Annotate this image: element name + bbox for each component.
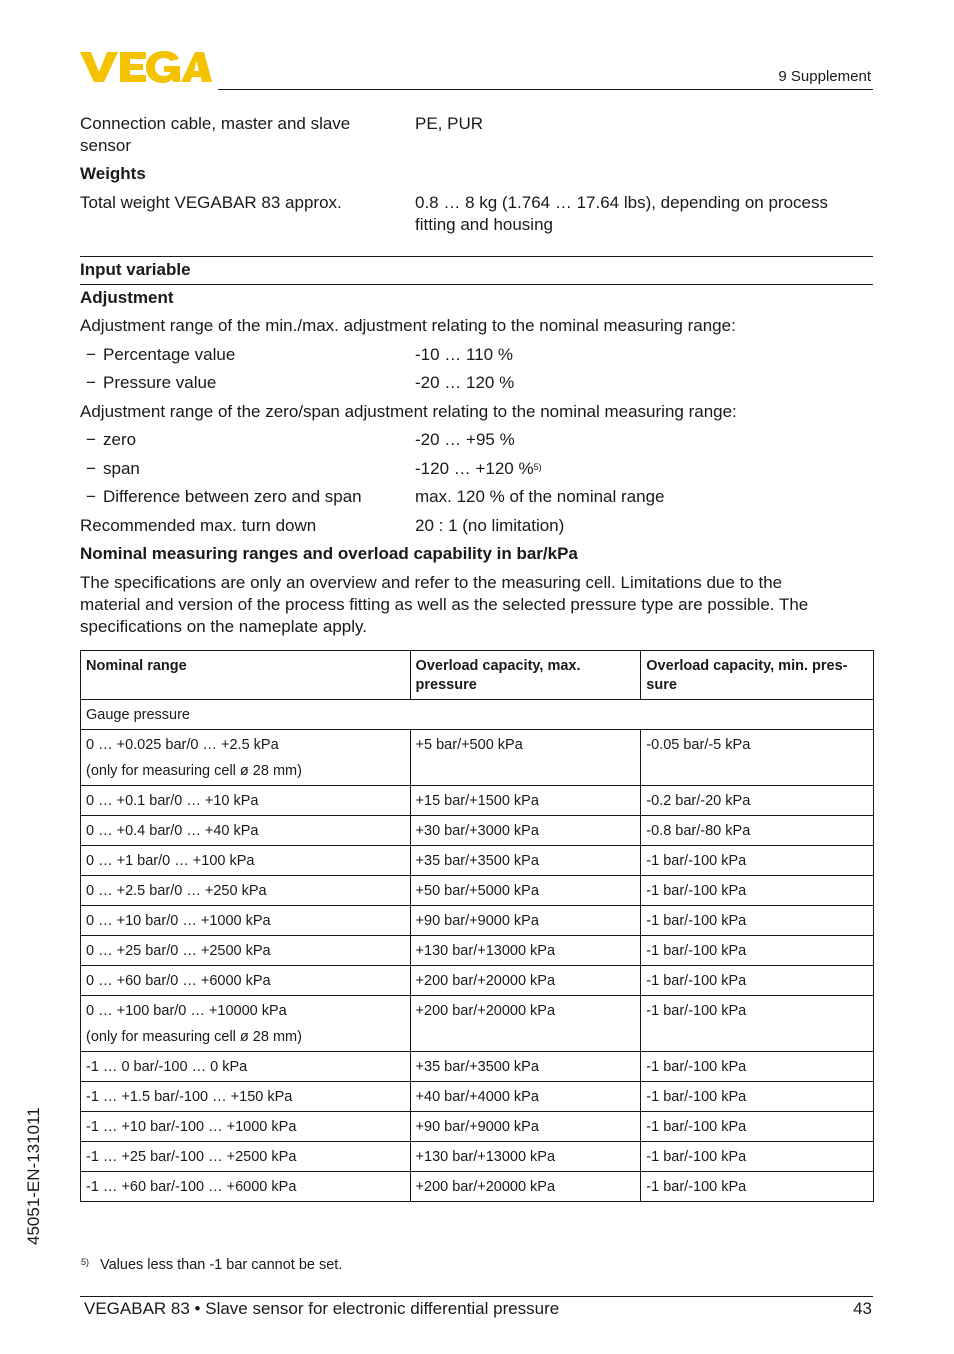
- range-note: (only for measuring cell ø 28 mm): [86, 1029, 302, 1045]
- cell-max-pressure: +15 bar/+1500 kPa: [410, 786, 641, 816]
- range-text: -1 … +60 bar/-100 … +6000 kPa: [86, 1179, 297, 1195]
- span-label: span: [103, 459, 140, 478]
- input-variable-heading: Input variable: [80, 260, 191, 279]
- percentage-label: Percentage value: [103, 345, 236, 364]
- weight-label: Total weight VEGABAR 83 approx.: [80, 193, 342, 212]
- turndown-label: Recommended max. turn down: [80, 516, 317, 535]
- cell-min-pressure: -1 bar/-100 kPa: [641, 1142, 874, 1172]
- zero-value: -20 … +95 %: [415, 430, 515, 449]
- cell-max-pressure: +90 bar/+9000 kPa: [410, 1112, 641, 1142]
- group-row: [81, 700, 874, 730]
- table-row: [81, 1112, 874, 1142]
- ranges-table: [80, 650, 874, 1202]
- cell-max-pressure: +130 bar/+13000 kPa: [410, 936, 641, 966]
- cell-max-pressure: +50 bar/+5000 kPa: [410, 876, 641, 906]
- cell-max-pressure: +30 bar/+3000 kPa: [410, 816, 641, 846]
- table-row: [81, 936, 874, 966]
- cell-min-pressure: -1 bar/-100 kPa: [641, 966, 874, 996]
- cell-nominal-range: [81, 966, 411, 996]
- cell-nominal-range: [81, 1052, 411, 1082]
- cell-min-pressure: -0.05 bar/-5 kPa: [641, 730, 874, 786]
- cell-min-pressure: -1 bar/-100 kPa: [641, 936, 874, 966]
- cell-nominal-range: [81, 1142, 411, 1172]
- range-text: 0 … +0.025 bar/0 … +2.5 kPa: [86, 737, 279, 753]
- col-header-max: Overload capacity, max. pressure: [410, 651, 641, 700]
- range-text: 0 … +25 bar/0 … +2500 kPa: [86, 943, 271, 959]
- ranges-heading: Nominal measuring ranges and overload capability in bar/kPa: [80, 544, 578, 563]
- cell-min-pressure: -0.2 bar/-20 kPa: [641, 786, 874, 816]
- cell-min-pressure: -1 bar/-100 kPa: [641, 1052, 874, 1082]
- cell-max-pressure: +200 bar/+20000 kPa: [410, 996, 641, 1052]
- range-text: -1 … 0 bar/-100 … 0 kPa: [86, 1059, 248, 1075]
- range-text: 0 … +0.1 bar/0 … +10 kPa: [86, 793, 259, 809]
- range-text: 0 … +10 bar/0 … +1000 kPa: [86, 913, 271, 929]
- cable-label: Connection cable, master and slave sensor: [80, 114, 351, 155]
- dash-bullet: −: [86, 430, 96, 449]
- section-label: 9 Supplement: [778, 68, 871, 85]
- turndown-value: 20 : 1 (no limitation): [415, 516, 565, 535]
- cell-min-pressure: -0.8 bar/-80 kPa: [641, 816, 874, 846]
- zerospan-intro: Adjustment range of the zero/span adjustment relating to the nominal measuring range:: [80, 402, 737, 421]
- header-rule: [218, 89, 873, 90]
- cell-nominal-range: [81, 936, 411, 966]
- footnote-mark: 5): [81, 1257, 90, 1267]
- footnote-text: Values less than -1 bar cannot be set.: [100, 1257, 343, 1273]
- pressure-label: Pressure value: [103, 373, 217, 392]
- span-value: -120 … +120 %$^{5)}$: [415, 459, 542, 478]
- cell-min-pressure: -1 bar/-100 kPa: [641, 996, 874, 1052]
- cell-max-pressure: +200 bar/+20000 kPa: [410, 966, 641, 996]
- dash-bullet: −: [86, 345, 96, 364]
- range-text: -1 … +1.5 bar/-100 … +150 kPa: [86, 1089, 293, 1105]
- cell-nominal-range: [81, 786, 411, 816]
- cell-min-pressure: -1 bar/-100 kPa: [641, 846, 874, 876]
- table-row: [81, 846, 874, 876]
- weights-heading: Weights: [80, 164, 146, 183]
- cable-value: PE, PUR: [415, 114, 484, 133]
- range-text: -1 … +10 bar/-100 … +1000 kPa: [86, 1119, 297, 1135]
- table-row: [81, 876, 874, 906]
- cell-max-pressure: +35 bar/+3500 kPa: [410, 1052, 641, 1082]
- table-row: [81, 996, 874, 1052]
- range-text: 0 … +1 bar/0 … +100 kPa: [86, 853, 255, 869]
- diff-value: max. 120 % of the nominal range: [415, 487, 665, 506]
- cell-min-pressure: -1 bar/-100 kPa: [641, 1112, 874, 1142]
- group-label: Gauge pressure: [81, 700, 874, 730]
- range-text: 0 … +2.5 bar/0 … +250 kPa: [86, 883, 267, 899]
- cell-nominal-range: [81, 846, 411, 876]
- cell-min-pressure: -1 bar/-100 kPa: [641, 906, 874, 936]
- zero-label: zero: [103, 430, 137, 449]
- cell-nominal-range: [81, 730, 411, 786]
- range-text: 0 … +0.4 bar/0 … +40 kPa: [86, 823, 259, 839]
- cell-max-pressure: +130 bar/+13000 kPa: [410, 1142, 641, 1172]
- dash-bullet: −: [86, 459, 96, 478]
- table-row: [81, 966, 874, 996]
- cell-nominal-range: [81, 1082, 411, 1112]
- pressure-value: -20 … 120 %: [415, 373, 515, 392]
- table-row: [81, 906, 874, 936]
- cell-nominal-range: [81, 1172, 411, 1202]
- cell-max-pressure: +35 bar/+3500 kPa: [410, 846, 641, 876]
- document-code: 45051-EN-131011: [24, 1107, 43, 1245]
- vega-logo: [80, 50, 212, 84]
- cell-min-pressure: -1 bar/-100 kPa: [641, 1082, 874, 1112]
- section-rule-bottom: [80, 284, 873, 285]
- cell-max-pressure: +5 bar/+500 kPa: [410, 730, 641, 786]
- table-row: [81, 786, 874, 816]
- dash-bullet: −: [86, 373, 96, 392]
- percentage-value: -10 … 110 %: [415, 345, 513, 364]
- cell-min-pressure: -1 bar/-100 kPa: [641, 876, 874, 906]
- footer-title: VEGABAR 83 • Slave sensor for electronic differential pressure: [84, 1299, 560, 1318]
- weight-value: 0.8 … 8 kg (1.764 … 17.64 lbs), depending on process fitting and housing: [415, 193, 828, 234]
- section-rule-top: [80, 256, 873, 257]
- table-row: [81, 1172, 874, 1202]
- range-note: (only for measuring cell ø 28 mm): [86, 763, 302, 779]
- adjustment-heading: Adjustment: [80, 288, 174, 307]
- cell-max-pressure: +200 bar/+20000 kPa: [410, 1172, 641, 1202]
- table-row: [81, 1082, 874, 1112]
- page-number: 43: [853, 1299, 872, 1318]
- footer-rule: [80, 1296, 873, 1297]
- col-header-nominal: Nominal range: [81, 651, 411, 700]
- col-header-min: Overload capacity, min. pres- sure: [641, 651, 874, 700]
- table-row: [81, 730, 874, 786]
- table-row: [81, 1052, 874, 1082]
- cell-min-pressure: -1 bar/-100 kPa: [641, 1172, 874, 1202]
- dash-bullet: −: [86, 487, 96, 506]
- cell-nominal-range: [81, 816, 411, 846]
- table-header-row: [81, 651, 874, 700]
- ranges-intro: The specifications are only an overview and refer to the measuring cell. Limitations due to the material and version of the process fitting as well as the selected pressure type are possible. The specifications on the nameplate apply.: [80, 573, 809, 636]
- range-text: 0 … +100 bar/0 … +10000 kPa: [86, 1003, 287, 1019]
- table-row: [81, 816, 874, 846]
- footnote-ref: 5): [533, 462, 542, 472]
- cell-nominal-range: [81, 996, 411, 1052]
- range-text: -1 … +25 bar/-100 … +2500 kPa: [86, 1149, 297, 1165]
- range-text: 0 … +60 bar/0 … +6000 kPa: [86, 973, 271, 989]
- cell-nominal-range: [81, 906, 411, 936]
- table-row: [81, 1142, 874, 1172]
- cell-nominal-range: [81, 876, 411, 906]
- cell-max-pressure: +90 bar/+9000 kPa: [410, 906, 641, 936]
- cell-nominal-range: [81, 1112, 411, 1142]
- cell-max-pressure: +40 bar/+4000 kPa: [410, 1082, 641, 1112]
- minmax-intro: Adjustment range of the min./max. adjustment relating to the nominal measuring range:: [80, 316, 736, 335]
- diff-label: Difference between zero and span: [103, 487, 362, 506]
